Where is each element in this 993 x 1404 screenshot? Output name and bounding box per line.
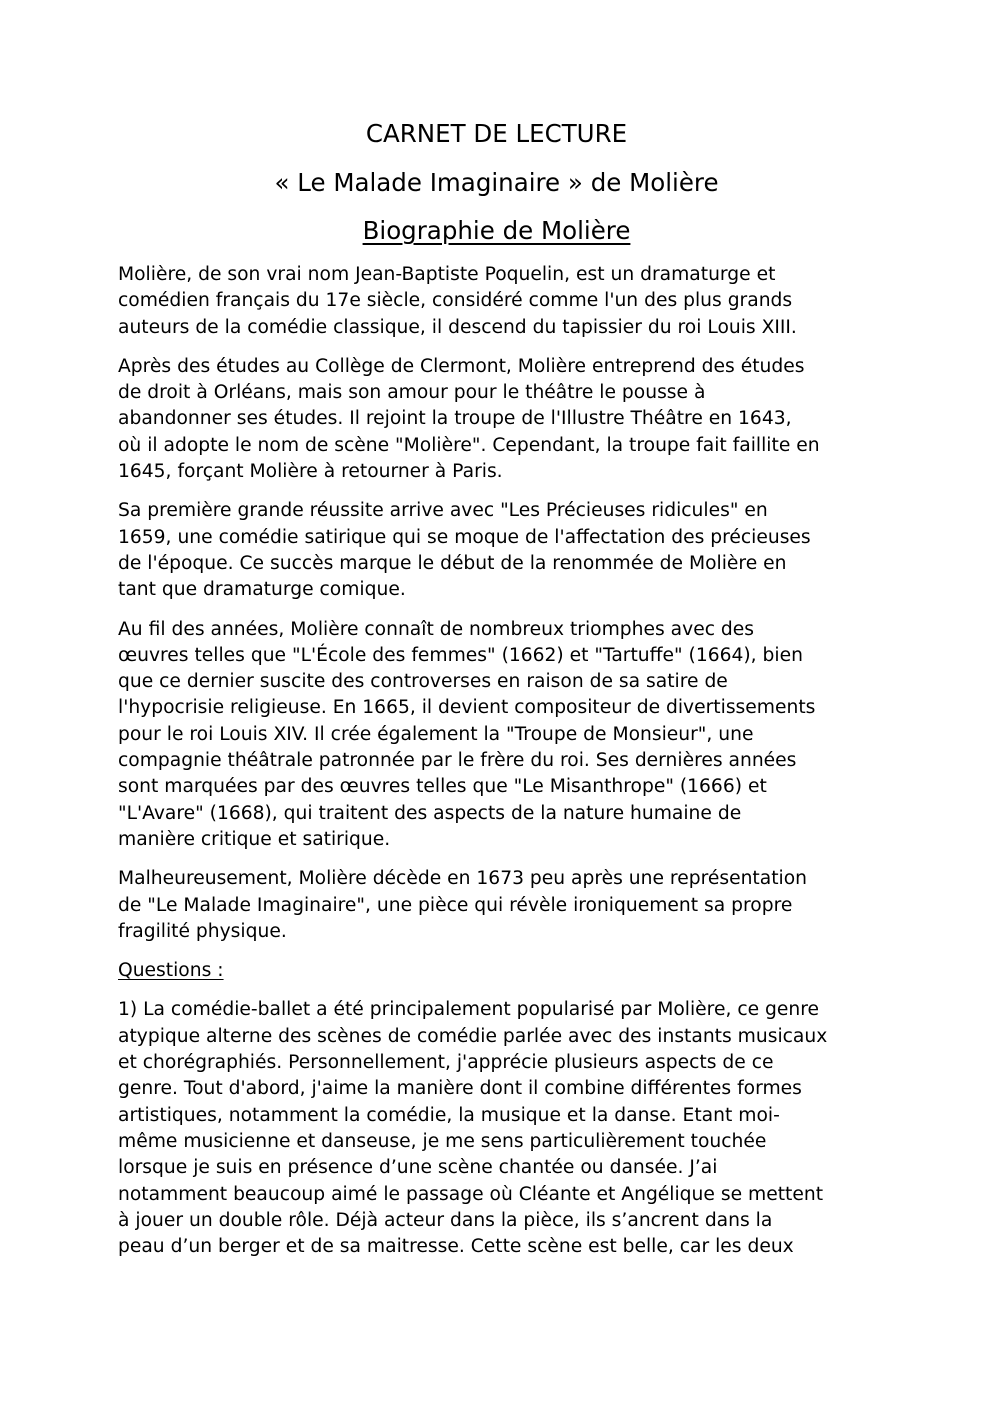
text-line: atypique alterne des scènes de comédie parlée avec des instants musicaux [118, 1025, 828, 1047]
text-line: notamment beaucoup aimé le passage où Cléante et Angélique se mettent [118, 1183, 824, 1205]
questions-heading: Questions : [118, 960, 224, 982]
text-line: pour le roi Louis XIV. Il crée également la "Troupe de Monsieur", une [118, 723, 754, 745]
paragraph-early-years [118, 354, 888, 485]
text-line: peau d’un berger et de sa maitresse. Cette scène est belle, car les deux [118, 1236, 794, 1258]
paragraph-first-success [118, 498, 888, 603]
text-line: de droit à Orléans, mais son amour pour le théâtre le pousse à [118, 382, 706, 404]
text-line: même musicienne et danseuse, je me sens particulièrement touchée [118, 1130, 767, 1152]
text-line: "L'Avare" (1668), qui traitent des aspects de la nature humaine de [118, 802, 742, 824]
text-line: 1659, une comédie satirique qui se moque de l'affectation des précieuses [118, 526, 811, 548]
document-subtitle: « Le Malade Imaginaire » de Molière [274, 168, 719, 197]
text-line: sont marquées par des œuvres telles que "Le Misanthrope" (1666) et [118, 776, 767, 798]
text-line: de l'époque. Ce succès marque le début de la renommée de Molière en [118, 552, 787, 574]
text-line: Au fil des années, Molière connaît de nombreux triomphes avec des [118, 618, 755, 640]
paragraph-introduction [118, 262, 888, 341]
text-line: abandonner ses études. Il rejoint la troupe de l'Illustre Théâtre en 1643, [118, 408, 792, 430]
text-line: Après des études au Collège de Clermont, Molière entreprend des études [118, 355, 805, 377]
text-line: et chorégraphiés. Personnellement, j'apprécie plusieurs aspects de ce [118, 1052, 774, 1074]
text-line: Sa première grande réussite arrive avec "Les Précieuses ridicules" en [118, 500, 768, 522]
text-line: lorsque je suis en présence d’une scène chantée ou dansée. J’ai [118, 1157, 718, 1179]
text-line: manière critique et satirique. [118, 828, 391, 850]
answer-1 [118, 997, 888, 1260]
text-line: où il adopte le nom de scène "Molière". Cependant, la troupe fait faillite en [118, 434, 820, 456]
text-line: que ce dernier suscite des controverses en raison de sa satire de [118, 671, 728, 693]
text-line: genre. Tout d'abord, j'aime la manière dont il combine différentes formes [118, 1078, 802, 1100]
text-line: tant que dramaturge comique. [118, 579, 406, 601]
text-line: auteurs de la comédie classique, il descend du tapissier du roi Louis XIII. [118, 316, 797, 338]
text-line: à jouer un double rôle. Déjà acteur dans la pièce, ils s’ancrent dans la [118, 1209, 773, 1231]
text-line: 1) La comédie-ballet a été principalement popularisé par Molière, ce genre [118, 999, 820, 1021]
text-line: artistiques, notamment la comédie, la musique et la danse. Etant moi- [118, 1104, 780, 1126]
text-line: l'hypocrisie religieuse. En 1665, il devient compositeur de divertissements [118, 697, 816, 719]
paragraph-triumphs [118, 617, 888, 854]
text-line: œuvres telles que "L'École des femmes" (1662) et "Tartuffe" (1664), bien [118, 644, 803, 666]
section-title: Biographie de Molière [362, 216, 631, 245]
text-line: fragilité physique. [118, 920, 287, 942]
document-body [118, 262, 888, 1273]
text-line: compagnie théâtrale patronnée par le frère du roi. Ses dernières années [118, 750, 797, 772]
text-line: 1645, forçant Molière à retourner à Paris. [118, 461, 503, 483]
document-title: CARNET DE LECTURE [365, 119, 628, 148]
text-line: Malheureusement, Molière décède en 1673 peu après une représentation [118, 868, 807, 890]
text-line: comédien français du 17e siècle, considéré comme l'un des plus grands [118, 290, 793, 312]
text-line: Molière, de son vrai nom Jean-Baptiste Poquelin, est un dramaturge et [118, 264, 776, 285]
text-line: de "Le Malade Imaginaire", une pièce qui révèle ironiquement sa propre [118, 894, 793, 916]
paragraph-death [118, 866, 888, 945]
